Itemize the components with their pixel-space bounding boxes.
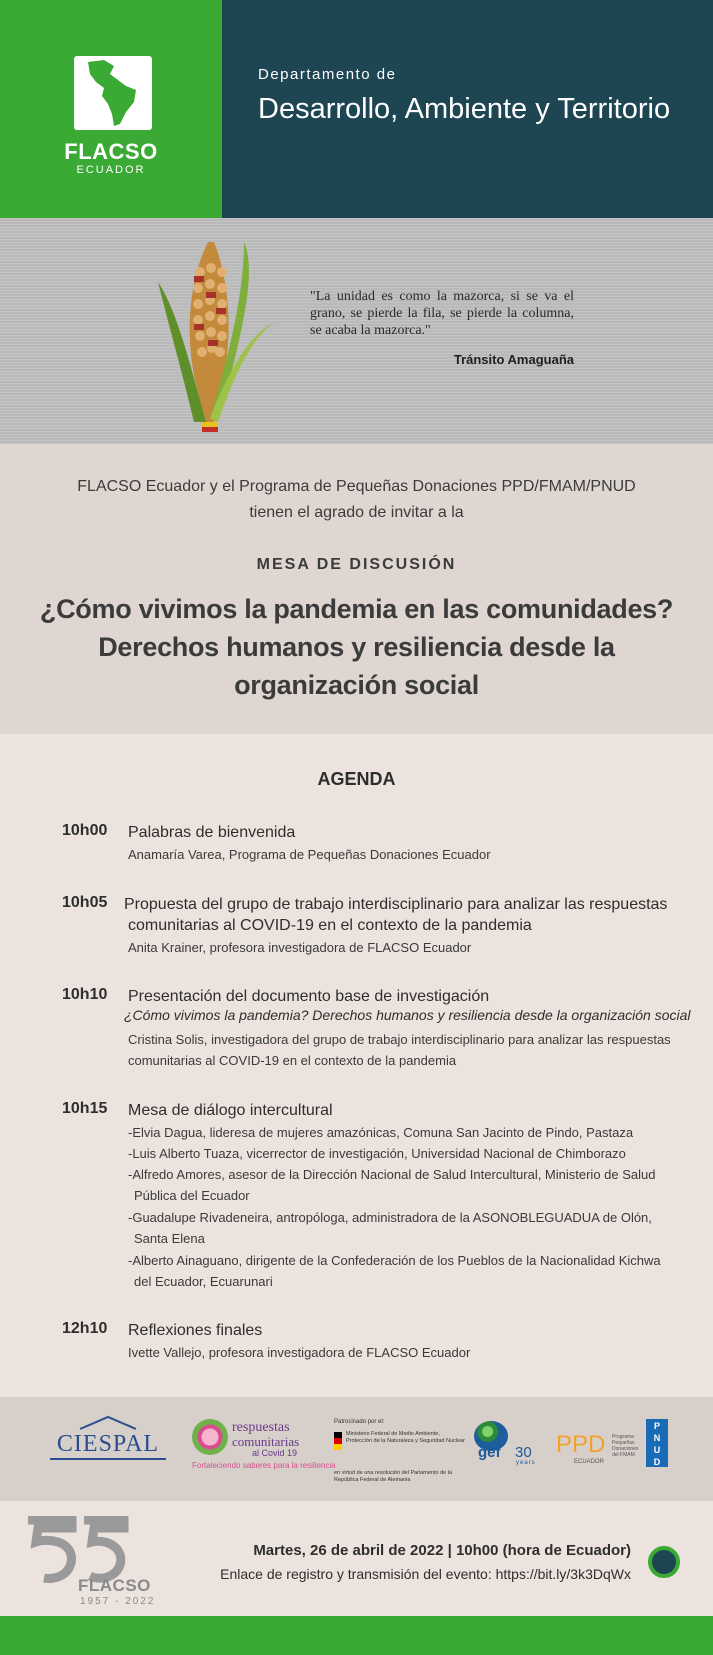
respuestas-comunitarias-text: al Covid 19 <box>252 1448 298 1458</box>
agenda-panelist: -Guadalupe Rivadeneira, antropóloga, administradora de la ASONOBLEGUADUA de Olón, <box>128 1210 652 1225</box>
respuestas-comunitarias-tagline: Fortaleciendo saberes para la resiliencia <box>192 1461 336 1470</box>
respuestas-comunitarias-text: respuestas <box>232 1420 290 1435</box>
event-date: Martes, 26 de abril de 2022 | 10h00 (hora de Ecuador) <box>253 1542 631 1559</box>
respuestas-comunitarias-text: comunitarias <box>232 1434 300 1449</box>
agenda-item-title: Propuesta del grupo de trabajo interdisciplinario para analizar las respuestas <box>124 896 668 913</box>
gef-30-text: 30 <box>515 1444 532 1461</box>
agenda-panelist: -Luis Alberto Tuaza, vicerrector de investigación, Universidad Nacional de Chimborazo <box>128 1146 626 1161</box>
agenda-panelist: del Ecuador, Ecuarunari <box>134 1274 273 1289</box>
logo-name: FLACSO <box>64 139 158 164</box>
agenda-item-title: Mesa de diálogo intercultural <box>128 1102 333 1119</box>
agenda-item-speaker: Cristina Solis, investigadora del grupo de trabajo interdisciplinario para analizar las respuestas <box>128 1032 671 1047</box>
gef-logo-text: gef <box>478 1444 501 1461</box>
event-type: MESA DE DISCUSIÓN <box>256 556 457 573</box>
bmu-ministry-name: Ministerio Federal de Medio Ambiente, Protección de la Naturaleza y Seguridad Nuclear <box>346 1431 465 1444</box>
agenda-panelist: -Alberto Ainaguano, dirigente de la Confederación de los Pueblos de la Nacionalidad Kichwa <box>128 1253 661 1268</box>
anniversary-years: 1957 - 2022 <box>80 1596 156 1607</box>
logo-subtitle: ECUADOR <box>76 164 146 176</box>
pnud-letter: D <box>653 1457 661 1467</box>
event-title-line: Derechos humanos y resiliencia desde la <box>98 632 615 662</box>
flacso-logo-icon <box>74 56 152 130</box>
agenda-item-title: Reflexiones finales <box>128 1322 263 1339</box>
bottom-bar <box>0 1616 713 1655</box>
agenda-item-speaker: Ivette Vallejo, profesora investigadora de FLACSO Ecuador <box>128 1345 471 1360</box>
agenda-item-document-title: ¿Cómo vivimos la pandemia? Derechos humanos y resiliencia desde la organización social <box>124 1007 691 1023</box>
german-flag-icon <box>334 1432 342 1450</box>
agenda-panelist: -Elvia Dagua, lideresa de mujeres amazónicas, Comuna San Jacinto de Pindo, Pastaza <box>128 1125 634 1140</box>
ciespal-logo-text: CIESPAL <box>56 1431 160 1457</box>
bmu-sponsor-label: Patrocinado por el: <box>334 1419 385 1425</box>
agenda-panelist: Santa Elena <box>134 1231 205 1246</box>
quote-text: "La unidad es como la mazorca, si se va el grano, se pierde la fila, se pierde la columna, se acaba la mazorca." <box>310 289 574 338</box>
flacso-65-anniversary-icon <box>24 1516 134 1584</box>
ppd-description: Programa Pequeñas Donaciones del FMAM <box>612 1434 639 1458</box>
registration-link[interactable]: Enlace de registro y transmisión del evento: https://bit.ly/3k3DqWx <box>220 1566 631 1582</box>
invitation-line-1: FLACSO Ecuador y el Programa de Pequeñas Donaciones PPD/FMAM/PNUD <box>77 478 636 495</box>
agenda-item-speaker: comunitarias al COVID-19 en el contexto de la pandemia <box>128 1053 457 1068</box>
corn-illustration-icon <box>148 222 288 442</box>
agenda-time: 10h15 <box>62 1100 108 1117</box>
anniversary-name: FLACSO <box>78 1576 151 1595</box>
ppd-ecuador: ECUADOR <box>574 1459 605 1465</box>
event-title-line: ¿Cómo vivimos la pandemia en las comunidades? <box>39 594 674 624</box>
agenda-time: 10h10 <box>62 986 108 1003</box>
agenda-time: 12h10 <box>62 1320 108 1337</box>
event-title <box>30 590 683 704</box>
agenda-item-title: Palabras de bienvenida <box>128 824 296 841</box>
agenda-time: 10h05 <box>62 894 108 911</box>
department-prefix: Departamento de <box>258 66 397 83</box>
pnud-letter: U <box>653 1445 661 1455</box>
pnud-letter: N <box>653 1433 661 1443</box>
respuestas-comunitarias-icon <box>192 1419 228 1455</box>
bmu-decision-text: en virtud de una resolución del Parlamento de la República Federal de Alemania <box>334 1470 453 1483</box>
agenda-item-speaker: Anamaría Varea, Programa de Pequeñas Donaciones Ecuador <box>128 847 491 862</box>
agenda-item-speaker: Anita Krainer, profesora investigadora de FLACSO Ecuador <box>128 940 472 955</box>
agenda-item-title: comunitarias al COVID-19 en el contexto de la pandemia <box>128 917 532 934</box>
agenda-item-title: Presentación del documento base de investigación <box>128 988 490 1005</box>
agenda-heading: AGENDA <box>317 769 396 789</box>
invitation-line-2: tienen el agrado de invitar a la <box>249 504 464 521</box>
agenda-time: 10h00 <box>62 822 108 839</box>
quote-author: Tránsito Amaguaña <box>453 352 574 367</box>
gef-years-text: years <box>516 1460 536 1466</box>
event-title-line: organización social <box>234 670 479 700</box>
decorative-circle-icon <box>648 1546 680 1578</box>
department-title: Desarrollo, Ambiente y Territorio <box>258 93 671 125</box>
agenda-panelist: Pública del Ecuador <box>134 1188 250 1203</box>
agenda-panelist: -Alfredo Amores, asesor de la Dirección Nacional de Salud Intercultural, Ministerio de Salud <box>128 1167 656 1182</box>
pnud-letter: P <box>653 1421 660 1431</box>
ppd-logo-text: PPD <box>556 1431 606 1458</box>
